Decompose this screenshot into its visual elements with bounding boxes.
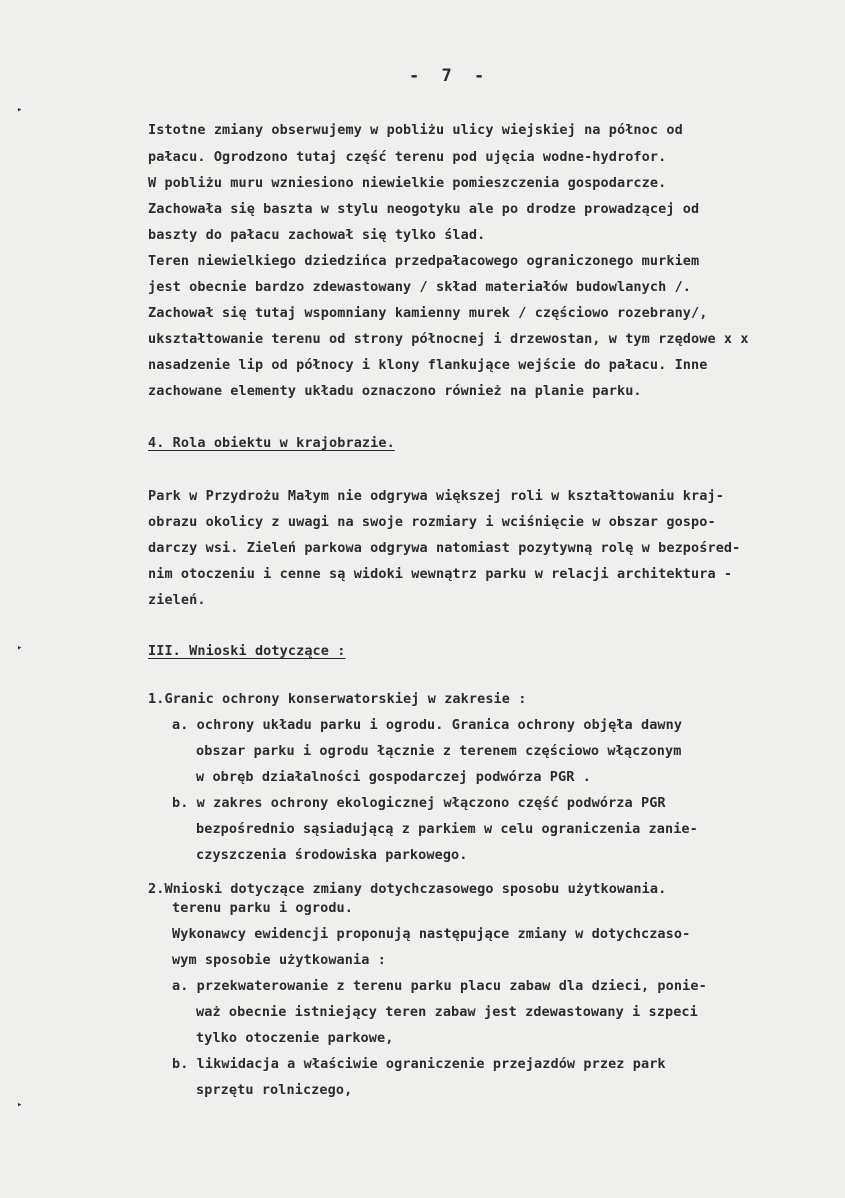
list-item: b. likwidacja a właściwie ograniczenie przejazdów przez park [172, 1056, 666, 1072]
text-line: terenu parku i ogrodu. [172, 900, 354, 916]
text-line: obrazu okolicy z uwagi na swoje rozmiary i wciśnięcie w obszar gospo- [148, 514, 716, 530]
text-line: w obręb działalności gospodarczej podwórza PGR . [196, 769, 591, 785]
text-line: nasadzenie lip od północy i klony flankujące wejście do pałacu. Inne [148, 357, 708, 373]
text-line: Zachowała się baszta w stylu neogotyku ale po drodze prowadzącej od [148, 201, 700, 217]
text-line: Wykonawcy ewidencji proponują następujące zmiany w dotychczaso- [172, 926, 691, 942]
margin-mark: ▸ [17, 105, 23, 115]
text-line: waż obecnie istniejący teren zabaw jest zdewastowany i szpeci [196, 1004, 698, 1020]
text-line: baszty do pałacu zachował się tylko ślad. [148, 227, 486, 243]
text-line: 2.Wnioski dotyczące zmiany dotychczasowego sposobu użytkowania. [148, 881, 667, 897]
text-line: Istotne zmiany obserwujemy w pobliżu ulicy wiejskiej na północ od [148, 122, 683, 138]
text-line: nim otoczeniu i cenne są widoki wewnątrz parku w relacji architektura - [148, 566, 733, 582]
text-line: pałacu. Ogrodzono tutaj część terenu pod ujęcia wodne-hydrofor. [148, 149, 667, 165]
text-line: zachowane elementy układu oznaczono również na planie parku. [148, 383, 642, 399]
page-number: - 7 - [409, 66, 491, 86]
text-line: Park w Przydrożu Małym nie odgrywa większej roli w kształtowaniu kraj- [148, 488, 724, 504]
text-line: obszar parku i ogrodu łącznie z terenem częściowo włączonym [196, 743, 682, 759]
text-line: W pobliżu muru wzniesiono niewielkie pomieszczenia gospodarcze. [148, 175, 667, 191]
section-heading: 4. Rola obiektu w krajobrazie. [148, 435, 395, 451]
text-line: tylko otoczenie parkowe, [196, 1030, 394, 1046]
text-line: sprzętu rolniczego, [196, 1082, 353, 1098]
text-line: bezpośrednio sąsiadującą z parkiem w celu ograniczenia zanie- [196, 821, 698, 837]
text-line: Teren niewielkiego dziedzińca przedpałacowego ograniczonego murkiem [148, 253, 700, 269]
text-line: ukształtowanie terenu od strony północnej i drzewostan, w tym rzędowe x x [148, 331, 749, 347]
text-line: jest obecnie bardzo zdewastowany / skład materiałów budowlanych /. [148, 279, 692, 295]
list-item: a. przekwaterowanie z terenu parku placu zabaw dla dzieci, ponie- [172, 978, 707, 994]
margin-mark: ▸ [17, 643, 23, 653]
list-item: a. ochrony układu parku i ogrodu. Granica ochrony objęła dawny [172, 717, 683, 733]
text-line: zieleń. [148, 592, 206, 608]
section-heading: III. Wnioski dotyczące : [148, 643, 346, 659]
text-line: 1.Granic ochrony konserwatorskiej w zakresie : [148, 691, 527, 707]
text-line: darczy wsi. Zieleń parkowa odgrywa natomiast pozytywną rolę w bezpośred- [148, 540, 741, 556]
text-line: czyszczenia środowiska parkowego. [196, 847, 468, 863]
text-line: wym sposobie użytkowania : [172, 952, 386, 968]
margin-mark: ▸ [17, 1100, 23, 1110]
text-line: Zachował się tutaj wspomniany kamienny murek / częściowo rozebrany/, [148, 305, 708, 321]
list-item: b. w zakres ochrony ekologicznej włączono część podwórza PGR [172, 795, 666, 811]
